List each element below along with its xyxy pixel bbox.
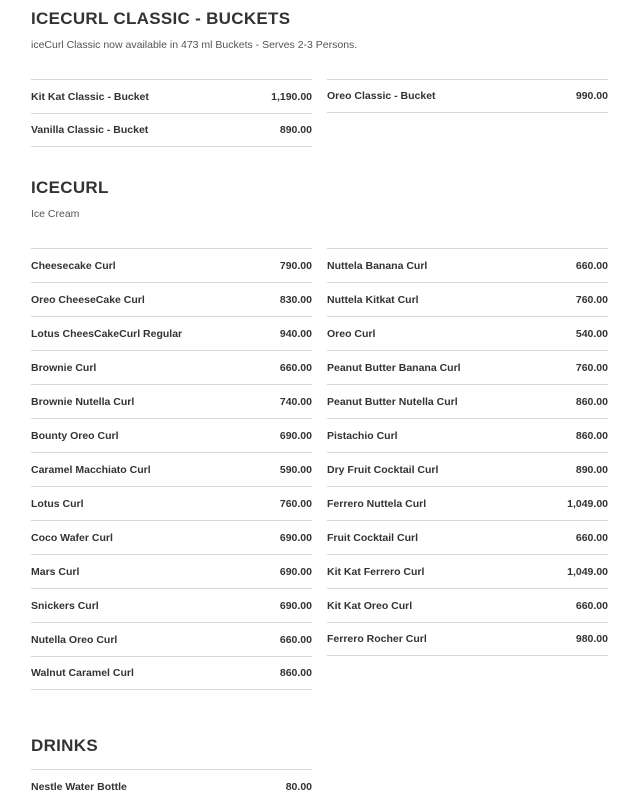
menu-item-price: 1,190.00 (271, 90, 312, 103)
menu-item-price: 80.00 (285, 780, 312, 793)
menu-item-price: 760.00 (279, 497, 312, 510)
menu-item-name: Oreo Curl (327, 327, 376, 340)
menu-item[interactable] (327, 282, 608, 316)
menu-item[interactable] (31, 656, 312, 690)
menu-item-price: 590.00 (279, 463, 312, 476)
menu-item-name: Oreo CheeseCake Curl (31, 293, 145, 306)
menu-item-price: 990.00 (575, 90, 608, 102)
menu-item-name: Brownie Nutella Curl (31, 395, 135, 408)
menu-item-name: Lotus Curl (31, 497, 84, 510)
menu-item-name: Fruit Cocktail Curl (327, 531, 419, 544)
menu-item-price: 660.00 (279, 633, 312, 646)
menu-item-price: 760.00 (575, 361, 608, 374)
menu-item-price: 890.00 (575, 463, 608, 476)
menu-item[interactable] (31, 248, 312, 282)
menu-item-name: Coco Wafer Curl (31, 531, 113, 544)
menu-column-left (31, 79, 312, 147)
menu-item[interactable] (327, 554, 608, 588)
menu-item-price: 690.00 (279, 531, 312, 544)
menu-item[interactable] (31, 452, 312, 486)
menu-item[interactable] (31, 486, 312, 520)
menu-item-price: 690.00 (279, 565, 312, 578)
menu-item[interactable] (327, 384, 608, 418)
menu-item-price: 660.00 (279, 361, 312, 374)
menu-item-name: Ferrero Rocher Curl (327, 633, 427, 645)
menu-item-price: 540.00 (575, 327, 608, 340)
menu-item-name: Nuttela Banana Curl (327, 259, 428, 272)
menu-item-name: Peanut Butter Nutella Curl (327, 395, 458, 408)
section-title: ICECURL (31, 178, 109, 197)
menu-item[interactable] (31, 316, 312, 350)
menu-item[interactable] (327, 588, 608, 622)
menu-item-price: 890.00 (279, 124, 312, 136)
menu-item-price: 1,049.00 (567, 565, 608, 578)
menu-item-name: Ferrero Nuttela Curl (327, 497, 427, 510)
menu-item[interactable] (327, 452, 608, 486)
menu-item-price: 860.00 (575, 429, 608, 442)
menu-item-price: 790.00 (279, 259, 312, 272)
menu-column-left (31, 769, 312, 803)
menu-item[interactable] (31, 554, 312, 588)
menu-item[interactable] (327, 350, 608, 384)
menu-item[interactable] (327, 520, 608, 554)
menu-column-right (327, 248, 608, 656)
menu-item[interactable] (31, 520, 312, 554)
menu-item[interactable] (31, 769, 312, 803)
section-drinks (31, 736, 608, 793)
menu-item[interactable] (31, 384, 312, 418)
menu-item-name: Snickers Curl (31, 599, 99, 612)
menu-item[interactable] (327, 418, 608, 452)
menu-item[interactable] (31, 622, 312, 656)
menu-item-name: Nestle Water Bottle (31, 780, 127, 793)
menu-item-price: 1,049.00 (567, 497, 608, 510)
section-icecurl (31, 178, 608, 679)
menu-item-price: 760.00 (575, 293, 608, 306)
menu-item-price: 940.00 (279, 327, 312, 340)
menu-item-name: Oreo Classic - Bucket (327, 90, 436, 102)
section-title: ICECURL CLASSIC - BUCKETS (31, 9, 291, 28)
menu-item-price: 690.00 (279, 599, 312, 612)
menu-item-name: Pistachio Curl (327, 429, 398, 442)
menu-item[interactable] (31, 113, 312, 147)
menu-item-price: 980.00 (575, 633, 608, 645)
menu-item[interactable] (31, 418, 312, 452)
menu-item[interactable] (327, 316, 608, 350)
menu-item-price: 860.00 (575, 395, 608, 408)
menu-item-name: Caramel Macchiato Curl (31, 463, 151, 476)
menu-item-name: Mars Curl (31, 565, 80, 578)
menu-item[interactable] (327, 622, 608, 656)
menu-item-price: 660.00 (575, 531, 608, 544)
section-description: Ice Cream (31, 208, 80, 220)
menu-item-price: 860.00 (279, 667, 312, 679)
menu-item[interactable] (327, 79, 608, 113)
menu-column-right (327, 79, 608, 113)
menu-item[interactable] (31, 282, 312, 316)
menu-item-name: Brownie Curl (31, 361, 97, 374)
menu-item-name: Lotus CheesCakeCurl Regular (31, 327, 183, 340)
menu-item-price: 660.00 (575, 599, 608, 612)
section-title: DRINKS (31, 736, 98, 755)
menu-item-name: Walnut Caramel Curl (31, 667, 134, 679)
menu-item-name: Bounty Oreo Curl (31, 429, 119, 442)
menu-item[interactable] (31, 79, 312, 113)
menu-item-name: Nutella Oreo Curl (31, 633, 118, 646)
section-icecurl-classic-buckets (31, 9, 608, 136)
menu-item-name: Cheesecake Curl (31, 259, 116, 272)
section-description: iceCurl Classic now available in 473 ml Buckets - Serves 2-3 Persons. (31, 39, 358, 51)
menu-item[interactable] (31, 350, 312, 384)
menu-item-price: 660.00 (575, 259, 608, 272)
menu-item-price: 830.00 (279, 293, 312, 306)
menu-item-name: Kit Kat Oreo Curl (327, 599, 413, 612)
menu-item-name: Peanut Butter Banana Curl (327, 361, 461, 374)
menu-item-name: Nuttela Kitkat Curl (327, 293, 419, 306)
menu-item-price: 690.00 (279, 429, 312, 442)
menu-item-name: Kit Kat Classic - Bucket (31, 90, 149, 103)
menu-item[interactable] (31, 588, 312, 622)
menu-column-left (31, 248, 312, 690)
menu-item-name: Vanilla Classic - Bucket (31, 124, 149, 136)
menu-item[interactable] (327, 486, 608, 520)
menu-item-name: Kit Kat Ferrero Curl (327, 565, 425, 578)
menu-item[interactable] (327, 248, 608, 282)
menu-item-price: 740.00 (279, 395, 312, 408)
menu-item-name: Dry Fruit Cocktail Curl (327, 463, 439, 476)
